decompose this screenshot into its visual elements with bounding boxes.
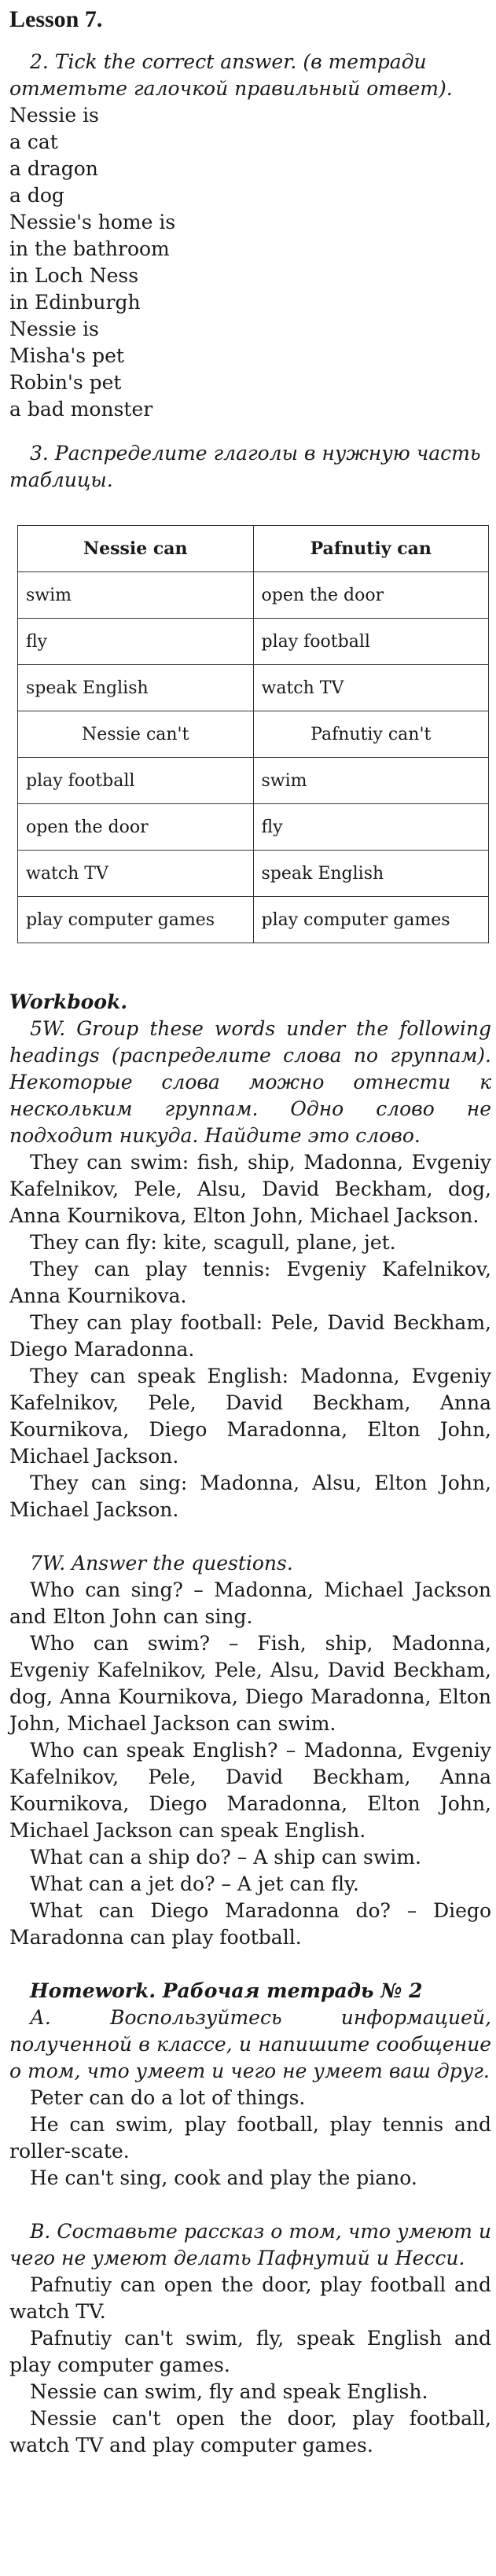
homework-heading: Homework. Рабочая тетрадь № 2	[30, 1979, 423, 2002]
table-cell: play football	[253, 619, 489, 665]
table-cell: speak English	[18, 665, 254, 711]
table-cell: watch TV	[253, 665, 489, 711]
paragraph: Nessie can't open the door, play football, watch TV and play computer games.	[9, 2407, 491, 2457]
table-row	[18, 851, 489, 897]
exercise-2-instruction: 2. Tick the correct answer. (в тетради отметьте галочкой правильный ответ).	[9, 50, 453, 100]
table-row	[18, 572, 489, 619]
table-cell: play football	[18, 758, 254, 804]
table-cell: watch TV	[18, 851, 254, 897]
paragraph: They can speak English: Madonna, Evgeniy Kafelnikov, Pele, David Beckham, Anna Kournikova, Diego Maradonna, Elton John, Michael Jackson.	[9, 1365, 491, 1468]
exercise-5w-instruction: 5W. Group these words under the following headings (распределите слова по группам). Некоторые слова можно отнести к нескольким группам. Одно слово не подходит никуда. Найдите это слово.	[9, 1017, 491, 1147]
exercise-7w-instruction: 7W. Answer the questions.	[30, 1552, 293, 1575]
homework-section	[9, 1978, 496, 2459]
answer-line: in Edinburgh	[9, 291, 141, 314]
workbook-heading: Workbook.	[9, 990, 128, 1013]
paragraph: He can swim, play football, play tennis and roller-scate.	[9, 2113, 491, 2163]
paragraph: They can fly: kite, scagull, plane, jet.	[30, 1231, 396, 1254]
answer-line: Nessie is	[9, 104, 99, 127]
verbs-table	[17, 525, 489, 943]
paragraph: What can a ship do? – A ship can swim.	[30, 1846, 421, 1869]
table-cell: play computer games	[253, 897, 489, 943]
table-cell: open the door	[18, 804, 254, 851]
paragraph: What can a jet do? – A jet can fly.	[30, 1872, 359, 1895]
homework-a-instruction: А. Воспользуйтесь информацией, полученной в классе, и напишите сообщение о том, что умеет и чего не умеет ваш друг.	[9, 2006, 491, 2082]
paragraph: Nessie can swim, fly and speak English.	[30, 2380, 428, 2403]
table-cell: speak English	[253, 851, 489, 897]
paragraph: They can play football: Pele, David Beckham, Diego Maradonna.	[9, 1311, 491, 1361]
paragraph: Who can swim? – Fish, ship, Madonna, Evgeniy Kafelnikov, Pele, Alsu, David Beckham, dog, Anna Kournikova, Diego Maradonna, Elton John, Michael Jackson can swim.	[9, 1632, 491, 1735]
table-cell: swim	[18, 572, 254, 619]
header-nessie-cant: Nessie can't	[18, 711, 254, 758]
header-pafnutiy-cant: Pafnutiy can't	[253, 711, 489, 758]
answer-line: in Loch Ness	[9, 264, 139, 287]
table-row	[18, 665, 489, 711]
table-header-row	[18, 526, 489, 572]
table-row	[18, 897, 489, 943]
lesson-title: Lesson 7.	[9, 6, 103, 32]
table-row	[18, 619, 489, 665]
table-row	[18, 804, 489, 851]
verbs-table-wrapper	[17, 525, 489, 943]
workbook-section	[9, 989, 496, 1951]
paragraph: They can swim: fish, ship, Madonna, Evgeniy Kafelnikov, Pele, Alsu, David Beckham, dog, Anna Kournikova, Elton John, Michael Jackson.	[9, 1151, 491, 1227]
header-pafnutiy-can: Pafnutiy can	[253, 526, 489, 572]
answer-line: a bad monster	[9, 398, 153, 421]
header-nessie-can: Nessie can	[18, 526, 254, 572]
answer-line: a dragon	[9, 157, 98, 180]
paragraph: They can sing: Madonna, Alsu, Elton John, Michael Jackson.	[9, 1472, 491, 1521]
table-subheader-row	[18, 711, 489, 758]
paragraph: They can play tennis: Evgeniy Kafelnikov, Anna Kournikova.	[9, 1258, 491, 1307]
paragraph: He can't sing, cook and play the piano.	[30, 2166, 417, 2189]
answer-line: a dog	[9, 184, 64, 207]
paragraph: Who can sing? – Madonna, Michael Jackson and Elton John can sing.	[9, 1578, 491, 1628]
exercise-3-instruction: 3. Распределите глаголы в нужную часть таблицы.	[9, 442, 481, 491]
textbook-page	[0, 8, 496, 2576]
table-cell: play computer games	[18, 897, 254, 943]
paragraph: Pafnutiy can open the door, play football and watch TV.	[9, 2273, 491, 2323]
table-cell: swim	[253, 758, 489, 804]
exercise-3	[9, 440, 496, 943]
answer-line: a cat	[9, 130, 58, 153]
paragraph: Pafnutiy can't swim, fly, speak English and play computer games.	[9, 2327, 491, 2376]
table-cell: open the door	[253, 572, 489, 619]
paragraph: Peter can do a lot of things.	[30, 2086, 306, 2109]
table-row	[18, 758, 489, 804]
homework-b-instruction: В. Составьте рассказ о том, что умеют и чего не умеют делать Пафнутий и Несси.	[9, 2220, 491, 2269]
table-cell: fly	[18, 619, 254, 665]
answer-line: in the bathroom	[9, 237, 170, 260]
answer-line: Nessie's home is	[9, 211, 176, 233]
paragraph: Who can speak English? – Madonna, Evgeniy Kafelnikov, Pele, David Beckham, Anna Kournikova, Diego Maradonna, Elton John, Michael Jackson can speak English.	[9, 1739, 491, 1842]
paragraph: What can Diego Maradonna do? – Diego Maradonna can play football.	[9, 1899, 491, 1949]
answer-line: Robin's pet	[9, 371, 122, 394]
table-cell: fly	[253, 804, 489, 851]
answer-line: Nessie is	[9, 318, 99, 340]
answer-line: Misha's pet	[9, 344, 124, 367]
exercise-2	[9, 49, 496, 423]
